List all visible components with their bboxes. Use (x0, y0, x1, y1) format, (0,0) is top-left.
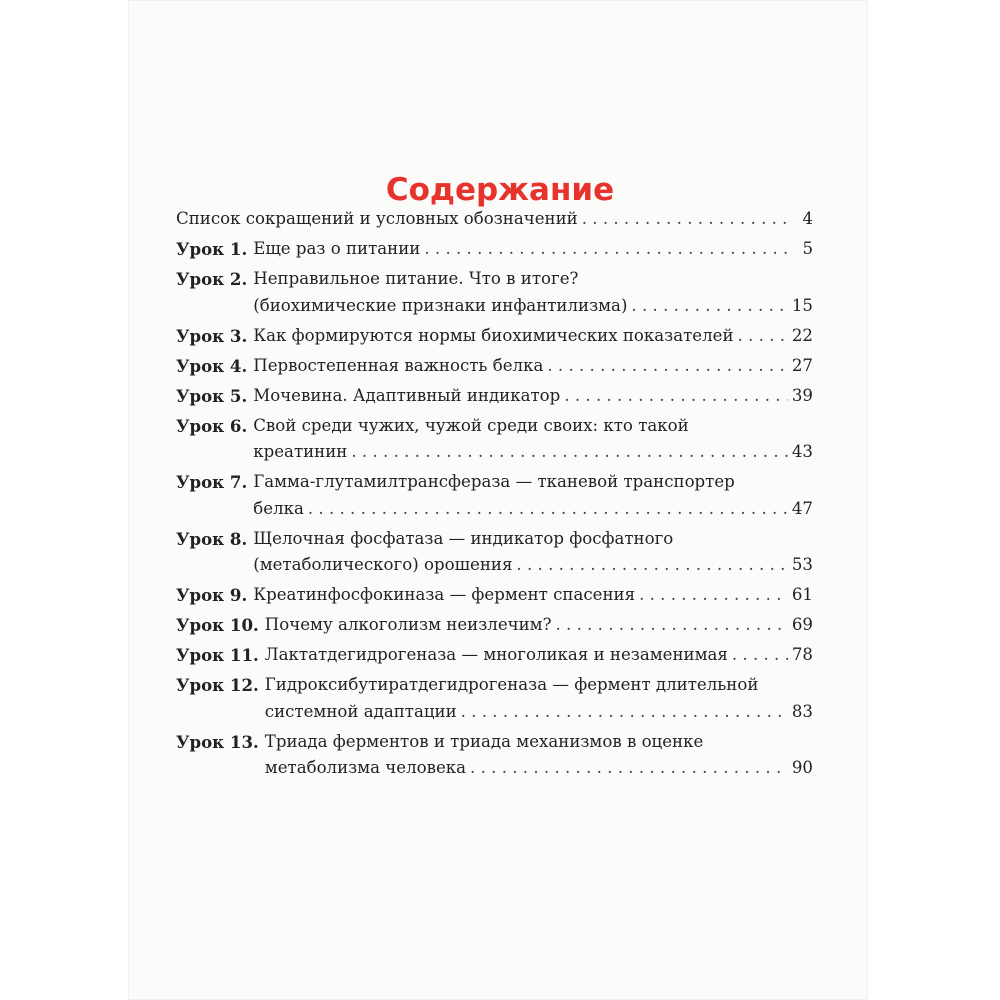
lesson-label: Урок 10. (176, 615, 259, 635)
toc-entry-title: Креатинфосфокиназа — фермент спасения (253, 585, 636, 604)
toc-entry-title-cont: метаболизма человека (264, 758, 467, 777)
toc-entry[interactable] (176, 612, 813, 639)
toc-entry-title-cont: белка (253, 498, 304, 518)
leader-dots (351, 439, 788, 466)
toc-page-number: 53 (791, 555, 813, 574)
toc-page-number: 90 (791, 758, 813, 777)
leader-dots (470, 755, 788, 782)
toc-entry-title: Гамма-глутамилтрансфераза — тканевой транспортер (253, 472, 735, 491)
toc-page-number: 43 (791, 442, 813, 461)
toc-entry[interactable] (176, 266, 813, 319)
toc-page-number: 4 (802, 209, 813, 228)
toc-entry-title-cont: (биохимические признаки инфантилизма) (253, 295, 628, 315)
toc-entry[interactable] (176, 383, 813, 410)
toc-entry-title: Щелочная фосфатаза — индикатор фосфатного (253, 528, 674, 548)
lesson-label: Урок 2. (176, 269, 248, 289)
toc-entry-title: Список сокращений и условных обозначений (176, 209, 578, 228)
toc-entry-title-cont: креатинин (253, 442, 348, 461)
toc-entry[interactable] (176, 353, 813, 380)
toc-entry[interactable] (176, 206, 813, 233)
toc-entry-title: Еще раз о питании (253, 239, 421, 258)
leader-dots (564, 383, 788, 410)
toc-page-number: 83 (791, 701, 813, 721)
toc-page-number: 78 (791, 645, 813, 664)
toc-page-number: 15 (791, 295, 813, 315)
toc-entry-title: Почему алкоголизм неизлечим? (264, 615, 552, 634)
toc-entry[interactable] (176, 729, 813, 782)
leader-dots (547, 353, 788, 380)
toc-page-number: 39 (791, 385, 813, 405)
toc-entry[interactable] (176, 469, 813, 522)
lesson-label: Урок 6. (176, 415, 248, 436)
leader-dots (732, 642, 788, 669)
leader-dots (555, 612, 787, 639)
toc-entry[interactable] (176, 323, 813, 350)
toc-entry[interactable] (176, 582, 813, 609)
toc-entry-title: Как формируются нормы биохимических показателей (253, 325, 734, 345)
table-of-contents (176, 206, 813, 782)
toc-page-number: 22 (791, 325, 813, 345)
toc-entry[interactable] (176, 413, 813, 466)
lesson-label: Урок 5. (176, 385, 248, 406)
leader-dots (308, 496, 788, 523)
toc-entry[interactable] (176, 642, 813, 669)
toc-page-number: 27 (791, 355, 813, 375)
leader-dots (461, 699, 788, 726)
lesson-label: Урок 13. (176, 731, 259, 752)
leader-dots (639, 582, 788, 609)
toc-entry[interactable] (176, 672, 813, 725)
toc-page-number: 47 (791, 498, 813, 518)
toc-entry-title-cont: системной адаптации (264, 701, 457, 721)
toc-entry-title: Неправильное питание. Что в итоге? (253, 269, 579, 288)
lesson-label: Урок 1. (176, 239, 248, 259)
lesson-label: Урок 4. (176, 355, 248, 376)
toc-page-number: 5 (802, 239, 813, 258)
lesson-label: Урок 8. (176, 528, 248, 549)
toc-entry-title: Триада ферментов и триада механизмов в оценке (264, 731, 704, 751)
toc-entry-title: Первостепенная важность белка (253, 355, 544, 375)
leader-dots (631, 293, 787, 320)
toc-page-number: 69 (791, 615, 813, 634)
toc-entry[interactable] (176, 526, 813, 579)
lesson-label: Урок 7. (176, 472, 248, 492)
toc-entry[interactable] (176, 236, 813, 263)
toc-entry-title: Гидроксибутиратдегидрогеназа — фермент длительной (264, 675, 759, 694)
toc-entry-title: Свой среди чужих, чужой среди своих: кто такой (253, 415, 689, 435)
leader-dots (516, 552, 787, 579)
toc-page-number: 61 (791, 585, 813, 604)
lesson-label: Урок 3. (176, 325, 248, 346)
leader-dots (582, 206, 791, 233)
lesson-label: Урок 9. (176, 585, 248, 605)
leader-dots (738, 323, 788, 350)
page-title: Содержание (385, 171, 615, 208)
lesson-label: Урок 12. (176, 675, 259, 695)
toc-entry-title: Мочевина. Адаптивный индикатор (253, 385, 561, 405)
leader-dots (424, 236, 791, 263)
lesson-label: Урок 11. (176, 645, 259, 665)
toc-entry-title: Лактатдегидрогеназа — многоликая и незаменимая (264, 645, 728, 664)
toc-entry-title-cont: (метаболического) орошения (253, 555, 513, 574)
